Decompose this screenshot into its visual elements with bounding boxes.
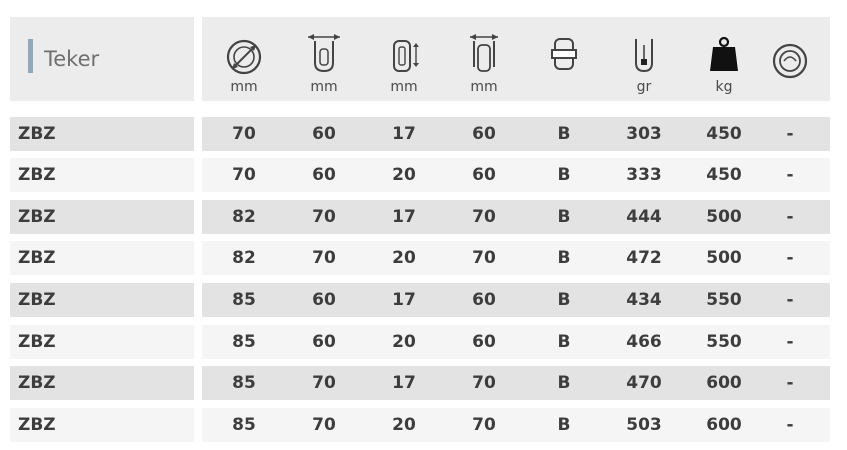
row-values-cell	[202, 158, 830, 192]
width-value: 60	[312, 165, 336, 185]
table-row	[10, 241, 830, 275]
load-value: 500	[706, 207, 742, 227]
unit-label: mm	[390, 79, 418, 95]
product-code: ZBZ	[18, 290, 56, 310]
width-value: 60	[312, 290, 336, 310]
diameter-value: 85	[232, 373, 256, 393]
brake-value: -	[786, 124, 794, 144]
mounting-value: 70	[472, 415, 496, 435]
load-value: 550	[706, 332, 742, 352]
mounting-value: 70	[472, 373, 496, 393]
product-code: ZBZ	[18, 248, 56, 268]
wheel-width-icon	[304, 33, 344, 77]
mounting-value: 70	[472, 248, 496, 268]
row-label-cell	[10, 283, 194, 317]
diameter-value: 85	[232, 290, 256, 310]
weight-value: 503	[626, 415, 662, 435]
wheel-diameter-icon	[224, 37, 264, 77]
mounting-value: 60	[472, 332, 496, 352]
load-value: 600	[706, 373, 742, 393]
diameter-value: 82	[232, 207, 256, 227]
brake-value: -	[786, 373, 794, 393]
row-values-cell	[202, 325, 830, 359]
row-label-cell	[10, 117, 194, 151]
hub-value: 17	[392, 290, 416, 310]
diameter-value: 85	[232, 332, 256, 352]
width-value: 70	[312, 248, 336, 268]
table-row	[10, 200, 830, 234]
unit-label: mm	[470, 79, 498, 95]
diameter-value: 82	[232, 248, 256, 268]
hub-value: 17	[392, 373, 416, 393]
header-col-brake	[750, 17, 830, 101]
header-col-mounting	[444, 17, 524, 101]
hub-value: 20	[392, 165, 416, 185]
load-value: 600	[706, 415, 742, 435]
table-row	[10, 158, 830, 192]
row-label-cell	[10, 241, 194, 275]
row-label-cell	[10, 325, 194, 359]
width-value: 70	[312, 373, 336, 393]
brake-value: -	[786, 207, 794, 227]
hub-value: 17	[392, 124, 416, 144]
product-code: ZBZ	[18, 207, 56, 227]
product-code: ZBZ	[18, 415, 56, 435]
unit-label: mm	[310, 79, 338, 95]
hub-value: 20	[392, 332, 416, 352]
bearing-type-icon	[544, 33, 584, 77]
accent-bar	[28, 39, 33, 73]
load-value: 500	[706, 248, 742, 268]
brake-value: -	[786, 165, 794, 185]
header-col-width	[284, 17, 364, 101]
mounting-value: 60	[472, 165, 496, 185]
table-row	[10, 117, 830, 151]
row-values-cell	[202, 408, 830, 442]
table-header-label-cell	[10, 17, 194, 101]
diameter-value: 70	[232, 165, 256, 185]
width-value: 60	[312, 124, 336, 144]
load-capacity-icon	[704, 33, 744, 77]
mounting-value: 60	[472, 290, 496, 310]
mounting-value: 70	[472, 207, 496, 227]
width-value: 70	[312, 415, 336, 435]
row-label-cell	[10, 158, 194, 192]
width-value: 70	[312, 207, 336, 227]
hub-value: 20	[392, 248, 416, 268]
diameter-value: 85	[232, 415, 256, 435]
hub-value: 20	[392, 415, 416, 435]
row-values-cell	[202, 366, 830, 400]
row-values-cell	[202, 117, 830, 151]
product-code: ZBZ	[18, 373, 56, 393]
row-label-cell	[10, 200, 194, 234]
bearing-value: B	[557, 124, 571, 144]
weight-value: 434	[626, 290, 662, 310]
brake-icon	[770, 41, 810, 81]
width-value: 60	[312, 332, 336, 352]
weight-value: 472	[626, 248, 662, 268]
brake-value: -	[786, 332, 794, 352]
row-values-cell	[202, 283, 830, 317]
load-value: 450	[706, 124, 742, 144]
weight-value: 444	[626, 207, 662, 227]
weight-value: 303	[626, 124, 662, 144]
bearing-value: B	[557, 248, 571, 268]
mounting-width-icon	[464, 33, 504, 77]
brake-value: -	[786, 290, 794, 310]
row-label-cell	[10, 366, 194, 400]
load-value: 450	[706, 165, 742, 185]
row-values-cell	[202, 241, 830, 275]
brake-value: -	[786, 415, 794, 435]
unit-label: mm	[230, 79, 258, 95]
table-row	[10, 408, 830, 442]
weight-icon	[624, 33, 664, 77]
row-values-cell	[202, 200, 830, 234]
brake-value: -	[786, 248, 794, 268]
diameter-value: 70	[232, 124, 256, 144]
header-col-weight	[604, 17, 684, 101]
weight-value: 466	[626, 332, 662, 352]
table-row	[10, 283, 830, 317]
header-col-hub	[364, 17, 444, 101]
table-row	[10, 366, 830, 400]
unit-label: kg	[715, 79, 733, 95]
hub-value: 17	[392, 207, 416, 227]
hub-length-icon	[384, 33, 424, 77]
table-row	[10, 325, 830, 359]
bearing-value: B	[557, 415, 571, 435]
bearing-value: B	[557, 373, 571, 393]
table-title: Teker	[44, 47, 100, 71]
unit-label: gr	[636, 79, 652, 95]
weight-value: 333	[626, 165, 662, 185]
table-header-icons	[202, 17, 830, 101]
product-code: ZBZ	[18, 165, 56, 185]
bearing-value: B	[557, 290, 571, 310]
bearing-value: B	[557, 165, 571, 185]
mounting-value: 60	[472, 124, 496, 144]
product-code: ZBZ	[18, 124, 56, 144]
bearing-value: B	[557, 332, 571, 352]
row-label-cell	[10, 408, 194, 442]
header-col-diameter	[204, 17, 284, 101]
header-col-bearing	[524, 17, 604, 101]
product-code: ZBZ	[18, 332, 56, 352]
load-value: 550	[706, 290, 742, 310]
weight-value: 470	[626, 373, 662, 393]
bearing-value: B	[557, 207, 571, 227]
